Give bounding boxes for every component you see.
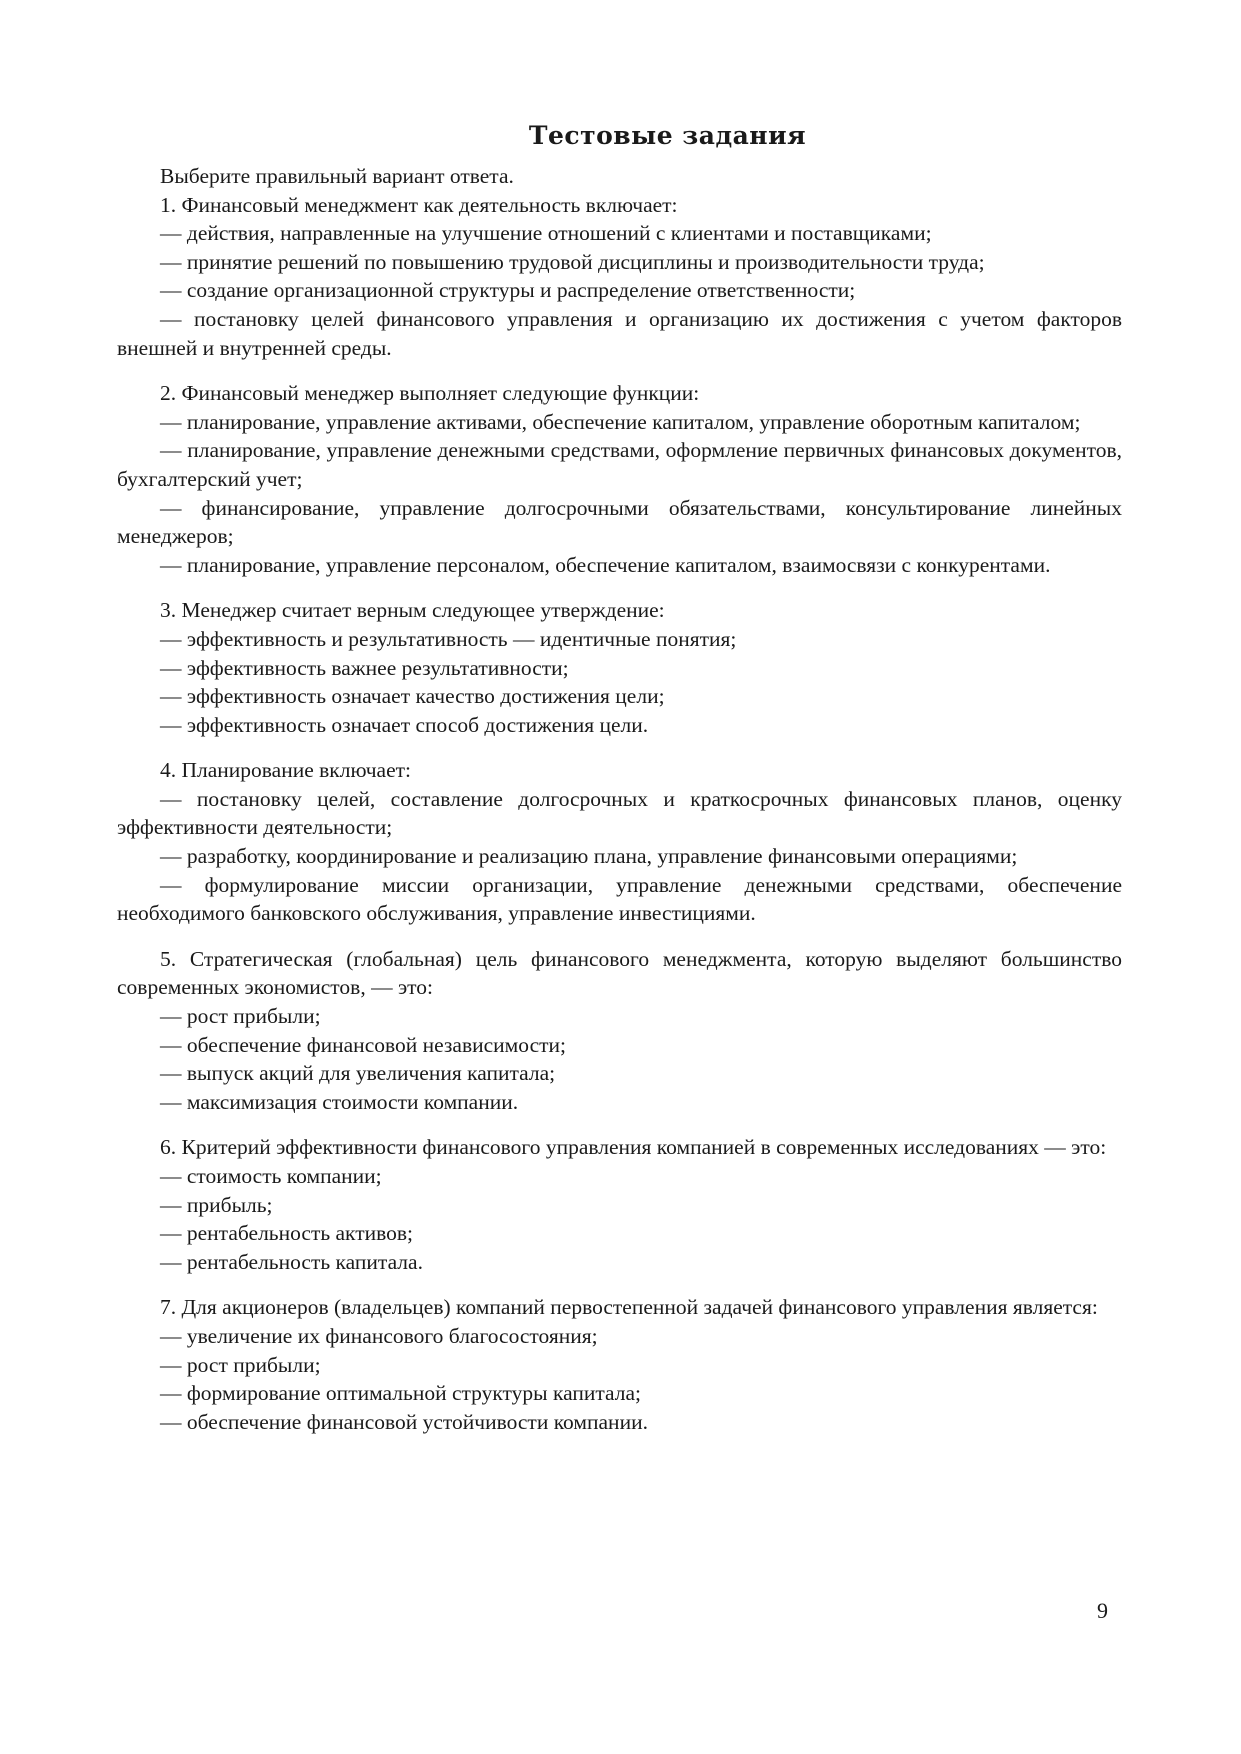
answer-option: — стоимость компании; xyxy=(160,1164,382,1188)
answer-option: — рентабельность активов; xyxy=(160,1221,414,1246)
answer-option: — рост прибыли; xyxy=(160,1004,321,1029)
question-text: 5. Стратегическая (глобальная) цель финансового менеджмента, которую выделяют большинство современных экономистов, — это: xyxy=(117,946,1122,1000)
answer-option: — создание организационной структуры и распределение ответственности; xyxy=(160,278,856,303)
answer-option: — финансирование, управление долгосрочными обязательствами, консультирование линейных менеджеров; xyxy=(117,495,1122,549)
answer-option: — обеспечение финансовой устойчивости компании. xyxy=(160,1409,648,1434)
question-text: 4. Планирование включает: xyxy=(160,758,411,783)
question-block-2 xyxy=(117,379,1122,579)
answer-option: — планирование, управление активами, обеспечение капиталом, управление оборотным капиталом; xyxy=(160,409,1081,434)
page-title: Тестовые задания xyxy=(528,121,807,150)
answer-option: — формирование оптимальной структуры капитала; xyxy=(160,1381,641,1406)
question-text: 7. Для акционеров (владельцев) компаний первостепенной задачей финансового управления является: xyxy=(160,1295,1098,1320)
page-content xyxy=(117,118,1122,1436)
answer-option: — постановку целей финансового управления и организацию их достижения с учетом факторов внешней и внутренней среды. xyxy=(117,306,1122,360)
answer-option: — выпуск акций для увеличения капитала; xyxy=(160,1061,556,1086)
answer-option: — рост прибыли; xyxy=(160,1352,321,1377)
question-text: 3. Менеджер считает верным следующее утверждение: xyxy=(160,598,665,623)
question-block-3 xyxy=(117,596,1122,739)
answer-option: — эффективность и результативность — идентичные понятия; xyxy=(160,626,737,651)
question-text: 6. Критерий эффективности финансового управления компанией в современных исследованиях — это: xyxy=(160,1135,1107,1160)
question-block-7 xyxy=(117,1293,1122,1436)
answer-option: — постановку целей, составление долгосрочных и краткосрочных финансовых планов, оценку эффективности деятельности; xyxy=(117,786,1122,840)
answer-option: — разработку, координирование и реализацию плана, управление финансовыми операциями; xyxy=(160,844,1018,869)
answer-option: — планирование, управление денежными средствами, оформление первичных финансовых документов, бухгалтерский учет; xyxy=(117,438,1122,491)
answer-option: — принятие решений по повышению трудовой дисциплины и производительности труда; xyxy=(160,249,985,274)
question-text: 2. Финансовый менеджер выполняет следующие функции: xyxy=(160,381,700,406)
answer-option: — эффективность означает качество достижения цели; xyxy=(160,684,665,709)
answer-option: — планирование, управление персоналом, обеспечение капиталом, взаимосвязи с конкурентами. xyxy=(160,552,1051,577)
question-block-4 xyxy=(117,756,1122,928)
answer-option: — увеличение их финансового благосостояния; xyxy=(160,1323,598,1348)
answer-option: — действия, направленные на улучшение отношений с клиентами и поставщиками; xyxy=(160,221,932,246)
page-number: 9 xyxy=(1097,1598,1108,1623)
answer-option: — рентабельность капитала. xyxy=(160,1249,423,1274)
answer-option: — эффективность означает способ достижения цели. xyxy=(160,712,649,737)
question-block-6 xyxy=(117,1133,1122,1276)
answer-option: — формулирование миссии организации, управление денежными средствами, обеспечение необходимого банковского обслуживания, управление инвестициями. xyxy=(117,872,1122,926)
instruction-text: Выберите правильный вариант ответа. xyxy=(160,164,514,188)
question-block-1 xyxy=(117,191,1122,363)
answer-option: — прибыль; xyxy=(160,1192,273,1217)
question-text: 1. Финансовый менеджмент как деятельность включает: xyxy=(160,192,678,217)
answer-option: — обеспечение финансовой независимости; xyxy=(160,1032,566,1057)
answer-option: — эффективность важнее результативности; xyxy=(160,655,569,680)
question-block-5 xyxy=(117,945,1122,1117)
answer-option: — максимизация стоимости компании. xyxy=(160,1089,519,1114)
